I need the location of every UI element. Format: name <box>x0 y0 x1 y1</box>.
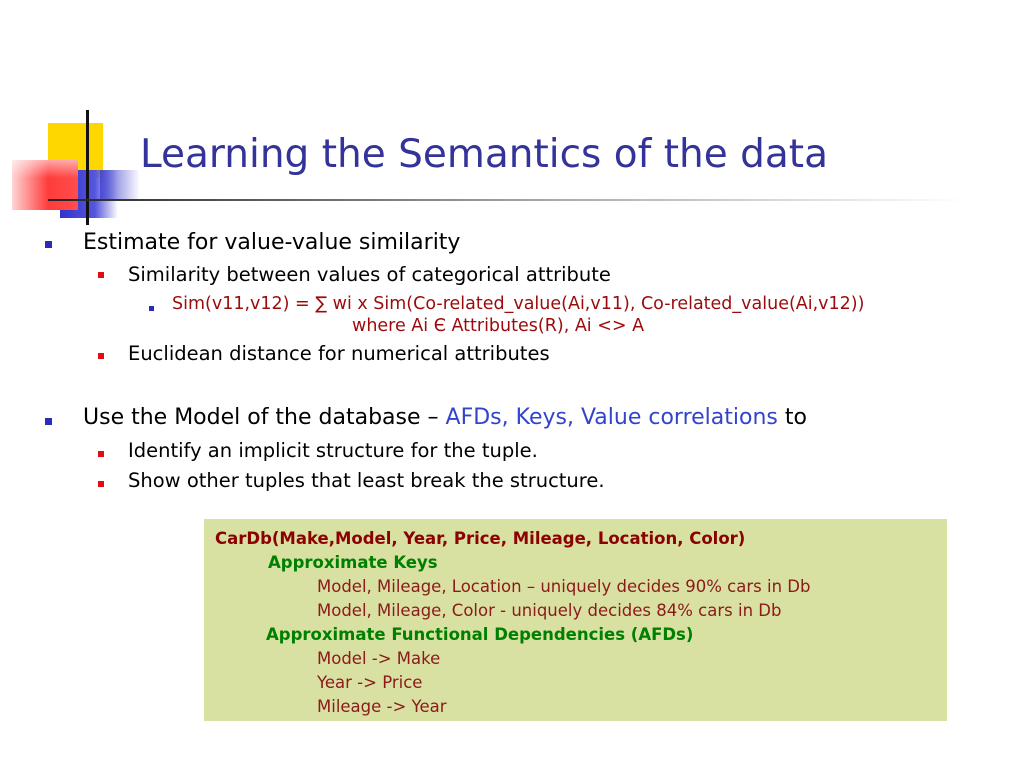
key-item: Model, Mileage, Color - uniquely decides 84% cars in Db <box>317 601 782 620</box>
bullet-marker-1 <box>45 241 52 248</box>
use-model-suffix: to <box>777 405 807 430</box>
decor-blue-fade <box>100 170 140 200</box>
afds-title: Approximate Functional Dependencies (AFDs) <box>266 625 694 644</box>
formula-line-1: Sim(v11,v12) = ∑ wi x Sim(Co-related_value(Ai,v11), Co-related_value(Ai,v12)) <box>172 294 865 314</box>
afd-item: Model -> Make <box>317 649 441 668</box>
bullet-euclidean: Euclidean distance for numerical attributes <box>128 342 550 365</box>
bullet-show-tuples: Show other tuples that least break the structure. <box>128 469 605 492</box>
afd-item: Mileage -> Year <box>317 697 447 716</box>
bullet-similarity-categorical: Similarity between values of categorical attribute <box>128 263 611 286</box>
formula-line-2: where Ai Є Attributes(R), Ai <> A <box>352 316 645 336</box>
bullet-marker-2-1 <box>98 451 104 457</box>
title-underline <box>48 199 968 201</box>
key-item: Model, Mileage, Location – uniquely decides 90% cars in Db <box>317 577 811 596</box>
afd-item: Year -> Price <box>317 673 423 692</box>
decor-vertical-line <box>86 110 89 225</box>
bullet-estimate: Estimate for value-value similarity <box>83 230 461 255</box>
bullet-use-model <box>83 405 807 430</box>
bullet-identify-structure: Identify an implicit structure for the tuple. <box>128 439 538 462</box>
slide-title: Learning the Semantics of the data <box>140 132 828 177</box>
decor-red-highlight <box>12 160 78 178</box>
schema-header: CarDb(Make,Model, Year, Price, Mileage, Location, Color) <box>215 529 746 548</box>
schema-box <box>204 519 947 721</box>
bullet-marker-1-1-1 <box>149 306 154 311</box>
bullet-marker-1-2 <box>98 353 104 359</box>
bullet-marker-2 <box>45 418 52 425</box>
keys-title: Approximate Keys <box>268 553 438 572</box>
bullet-marker-2-2 <box>98 481 104 487</box>
bullet-marker-1-1 <box>98 272 104 278</box>
use-model-highlight: AFDs, Keys, Value correlations <box>445 405 778 430</box>
use-model-text: Use the Model of the database – <box>83 405 446 430</box>
